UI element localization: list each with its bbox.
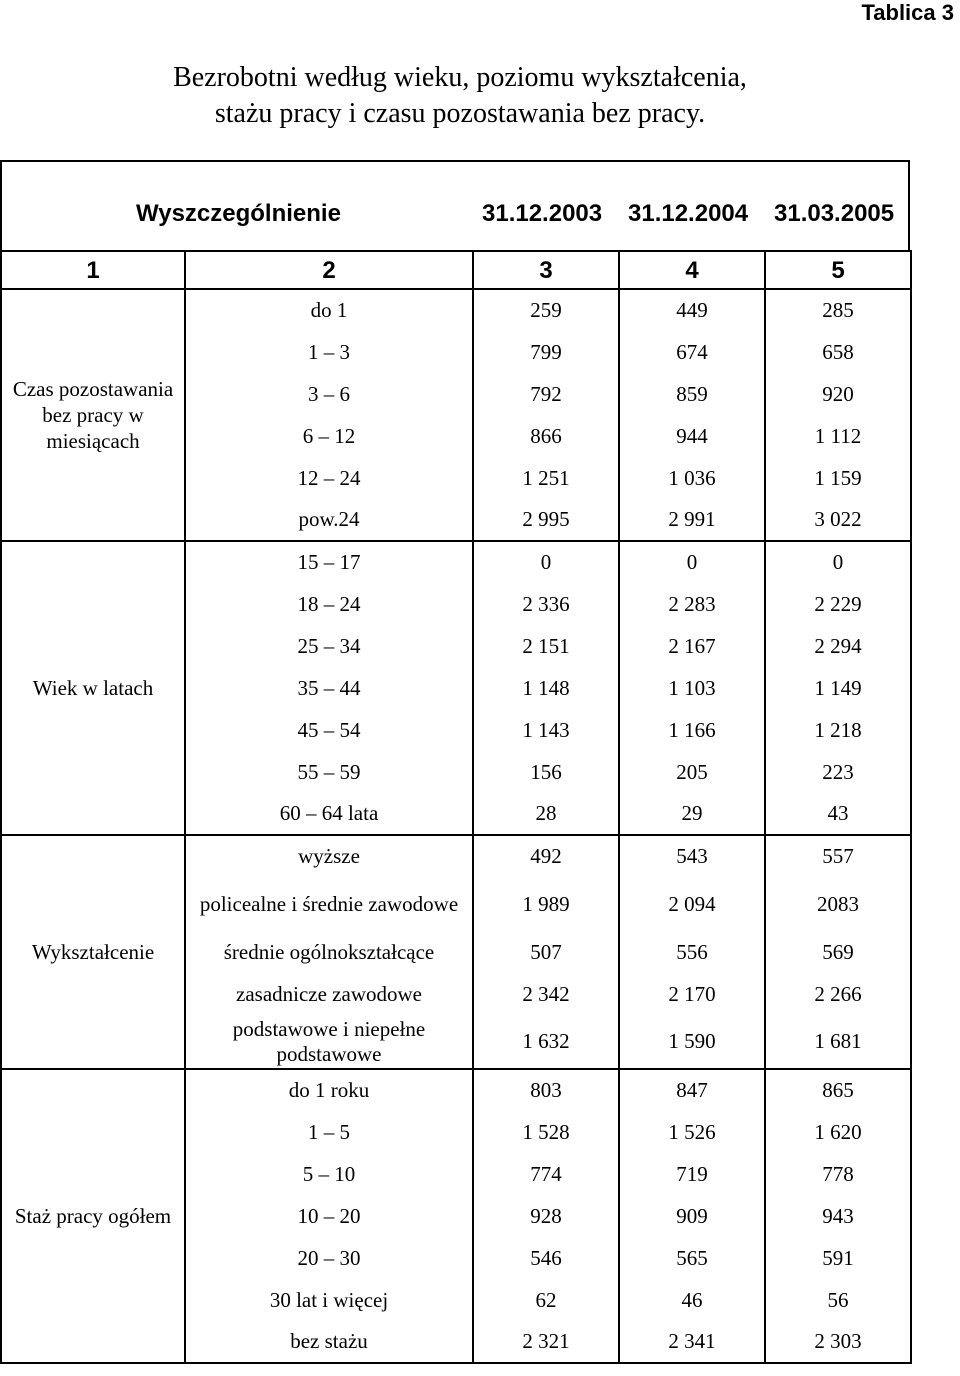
value-cell: 543: [619, 835, 765, 877]
row-label-cell: 12 – 24: [185, 457, 473, 499]
row-label-cell: 60 – 64 lata: [185, 793, 473, 835]
value-cell: 866: [473, 415, 619, 457]
row-label-cell: 45 – 54: [185, 709, 473, 751]
value-cell: 944: [619, 415, 765, 457]
group-label-cell: Staż pracy ogółem: [1, 1069, 185, 1363]
value-cell: 2083: [765, 877, 911, 931]
value-cell: 2 229: [765, 583, 911, 625]
row-label-cell: 18 – 24: [185, 583, 473, 625]
value-cell: 1 528: [473, 1111, 619, 1153]
value-cell: 2 321: [473, 1321, 619, 1363]
page-title-line-1: Bezrobotni według wieku, poziomu wykształcenia,: [173, 62, 747, 93]
header-date-2004: 31.12.2004: [628, 200, 749, 227]
row-label-cell: 10 – 20: [185, 1195, 473, 1237]
value-cell: 1 036: [619, 457, 765, 499]
page-title: [140, 60, 780, 132]
value-cell: 1 148: [473, 667, 619, 709]
value-cell: 492: [473, 835, 619, 877]
table-row: [1, 835, 911, 877]
column-number-cell: 3: [473, 251, 619, 289]
column-number-cell: 4: [619, 251, 765, 289]
value-cell: 205: [619, 751, 765, 793]
row-label-cell: 20 – 30: [185, 1237, 473, 1279]
value-cell: 46: [619, 1279, 765, 1321]
row-label-cell: policealne i średnie zawodowe: [185, 877, 473, 931]
value-cell: 920: [765, 373, 911, 415]
value-cell: 0: [619, 541, 765, 583]
value-cell: 28: [473, 793, 619, 835]
table-row: [1, 541, 911, 583]
value-cell: 1 632: [473, 1015, 619, 1069]
row-label-cell: zasadnicze zawodowe: [185, 973, 473, 1015]
value-cell: 1 218: [765, 709, 911, 751]
value-cell: 674: [619, 331, 765, 373]
row-label-cell: 30 lat i więcej: [185, 1279, 473, 1321]
row-label-cell: 15 – 17: [185, 541, 473, 583]
page-title-line-2: stażu pracy i czasu pozostawania bez pracy.: [214, 98, 706, 129]
value-cell: 2 336: [473, 583, 619, 625]
column-number-cell: 1: [1, 251, 185, 289]
table-row: [1, 1069, 911, 1111]
row-label-cell: do 1 roku: [185, 1069, 473, 1111]
column-number-cell: 5: [765, 251, 911, 289]
value-cell: 803: [473, 1069, 619, 1111]
header-date-2003: 31.12.2003: [482, 200, 603, 227]
row-label-cell: średnie ogólnokształcące: [185, 931, 473, 973]
row-label-cell: wyższe: [185, 835, 473, 877]
row-label-cell: 35 – 44: [185, 667, 473, 709]
row-label-cell: do 1: [185, 289, 473, 331]
value-cell: 556: [619, 931, 765, 973]
row-label-cell: podstawowe i niepełne podstawowe: [185, 1015, 473, 1069]
row-label-cell: 25 – 34: [185, 625, 473, 667]
value-cell: 847: [619, 1069, 765, 1111]
value-cell: 2 995: [473, 499, 619, 541]
value-cell: 546: [473, 1237, 619, 1279]
value-cell: 2 341: [619, 1321, 765, 1363]
value-cell: 156: [473, 751, 619, 793]
table-grid: [0, 250, 912, 1364]
column-number-row: [1, 251, 911, 289]
value-cell: 865: [765, 1069, 911, 1111]
value-cell: 591: [765, 1237, 911, 1279]
value-cell: 1 620: [765, 1111, 911, 1153]
value-cell: 43: [765, 793, 911, 835]
value-cell: 943: [765, 1195, 911, 1237]
row-label-cell: bez stażu: [185, 1321, 473, 1363]
value-cell: 1 681: [765, 1015, 911, 1069]
value-cell: 1 526: [619, 1111, 765, 1153]
value-cell: 1 251: [473, 457, 619, 499]
value-cell: 507: [473, 931, 619, 973]
value-cell: 799: [473, 331, 619, 373]
value-cell: 2 283: [619, 583, 765, 625]
value-cell: 2 151: [473, 625, 619, 667]
table-header: [0, 160, 910, 250]
table-number-label: Tablica 3: [861, 0, 954, 25]
value-cell: 859: [619, 373, 765, 415]
row-label-cell: 55 – 59: [185, 751, 473, 793]
value-cell: 569: [765, 931, 911, 973]
value-cell: 1 149: [765, 667, 911, 709]
value-cell: 29: [619, 793, 765, 835]
value-cell: 928: [473, 1195, 619, 1237]
value-cell: 1 590: [619, 1015, 765, 1069]
value-cell: 285: [765, 289, 911, 331]
value-cell: 719: [619, 1153, 765, 1195]
value-cell: 2 266: [765, 973, 911, 1015]
value-cell: 3 022: [765, 499, 911, 541]
value-cell: 778: [765, 1153, 911, 1195]
value-cell: 774: [473, 1153, 619, 1195]
header-wyszczegolnienie: Wyszczególnienie: [136, 200, 341, 227]
group-label-cell: Wykształcenie: [1, 835, 185, 1069]
value-cell: 565: [619, 1237, 765, 1279]
value-cell: 449: [619, 289, 765, 331]
row-label-cell: 1 – 5: [185, 1111, 473, 1153]
value-cell: 62: [473, 1279, 619, 1321]
column-number-cell: 2: [185, 251, 473, 289]
value-cell: 2 303: [765, 1321, 911, 1363]
row-label-cell: 1 – 3: [185, 331, 473, 373]
value-cell: 2 094: [619, 877, 765, 931]
value-cell: 223: [765, 751, 911, 793]
group-label-cell: Wiek w latach: [1, 541, 185, 835]
data-table: [0, 160, 910, 1364]
row-label-cell: 3 – 6: [185, 373, 473, 415]
table-row: [1, 289, 911, 331]
value-cell: 1 166: [619, 709, 765, 751]
value-cell: 909: [619, 1195, 765, 1237]
value-cell: 1 159: [765, 457, 911, 499]
value-cell: 2 170: [619, 973, 765, 1015]
value-cell: 1 103: [619, 667, 765, 709]
group-label-cell: Czas pozostawania bez pracy w miesiącach: [1, 289, 185, 541]
row-label-cell: 5 – 10: [185, 1153, 473, 1195]
value-cell: 2 342: [473, 973, 619, 1015]
row-label-cell: pow.24: [185, 499, 473, 541]
value-cell: 792: [473, 373, 619, 415]
value-cell: 557: [765, 835, 911, 877]
value-cell: 1 112: [765, 415, 911, 457]
value-cell: 2 294: [765, 625, 911, 667]
value-cell: 658: [765, 331, 911, 373]
value-cell: 0: [473, 541, 619, 583]
header-date-2005: 31.03.2005: [774, 200, 895, 227]
value-cell: 1 143: [473, 709, 619, 751]
value-cell: 56: [765, 1279, 911, 1321]
value-cell: 2 167: [619, 625, 765, 667]
value-cell: 259: [473, 289, 619, 331]
value-cell: 2 991: [619, 499, 765, 541]
row-label-cell: 6 – 12: [185, 415, 473, 457]
value-cell: 1 989: [473, 877, 619, 931]
value-cell: 0: [765, 541, 911, 583]
